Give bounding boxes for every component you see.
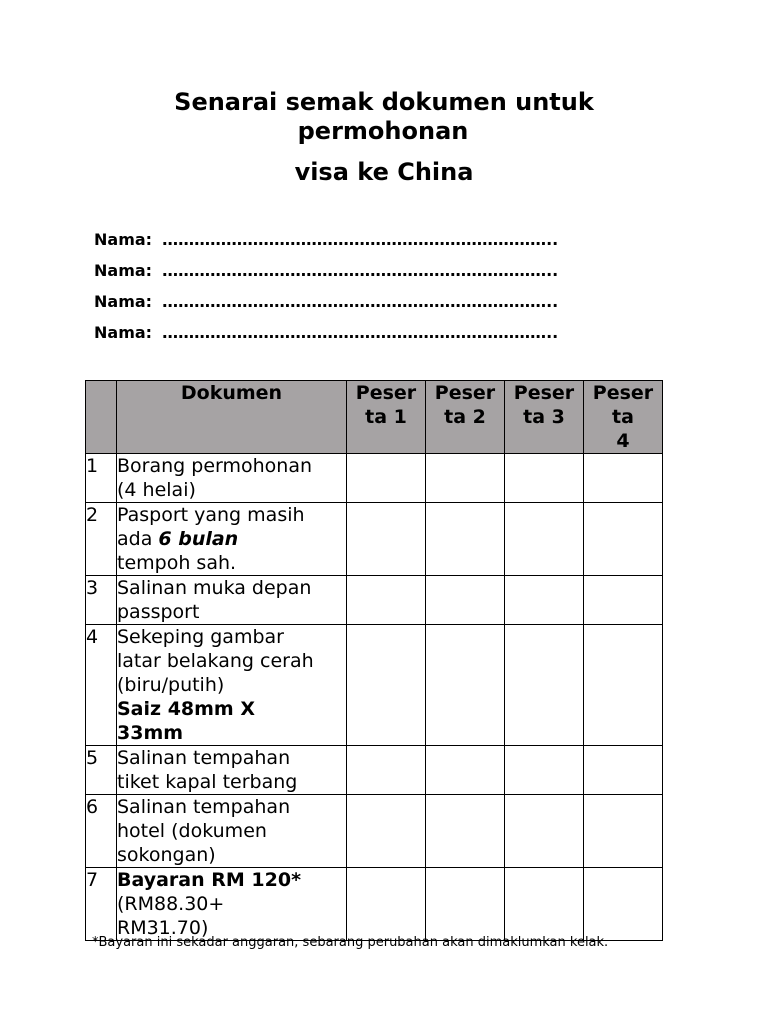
check-cell[interactable] [584,576,663,625]
checklist-table [85,380,663,941]
check-cell[interactable] [347,625,426,746]
check-cell[interactable] [584,454,663,503]
check-cell[interactable] [584,503,663,576]
footnote: *Bayaran ini sekadar anggaran, sebarang perubahan akan dimaklumkan kelak. [92,935,609,950]
check-cell[interactable] [584,868,663,941]
row-document: Sekeping gambar latar belakang cerah (biru/putih) Saiz 48mm X 33mm [117,625,347,746]
check-cell[interactable] [347,795,426,868]
name-field-1[interactable] [94,230,558,250]
table-row [86,746,663,795]
document-title-line3: visa ke China [294,158,474,186]
table-header-row [86,381,663,454]
name-dotted-line: ……………………………………………………………….. [162,292,559,311]
row-number: 6 [86,795,117,868]
header-peserta-1: Peser ta 1 [347,381,426,454]
check-cell[interactable] [505,746,584,795]
check-cell[interactable] [426,503,505,576]
check-cell[interactable] [584,746,663,795]
row-document: Borang permohonan (4 helai) [117,454,347,503]
check-cell[interactable] [426,576,505,625]
header-peserta-4: Peser ta 4 [584,381,663,454]
name-label: Nama: [94,230,153,249]
name-field-3[interactable] [94,292,558,312]
check-cell[interactable] [347,868,426,941]
name-dotted-line: ……………………………………………………………….. [162,323,559,342]
check-cell[interactable] [505,576,584,625]
row-document: Bayaran RM 120* (RM88.30+ RM31.70) [117,868,347,941]
table-row [86,454,663,503]
check-cell[interactable] [505,625,584,746]
table-row [86,503,663,576]
name-field-4[interactable] [94,323,558,343]
check-cell[interactable] [426,795,505,868]
table-row [86,795,663,868]
header-peserta-3: Peser ta 3 [505,381,584,454]
row-number: 1 [86,454,117,503]
check-cell[interactable] [426,746,505,795]
row-number: 3 [86,576,117,625]
header-number [86,381,117,454]
check-cell[interactable] [347,746,426,795]
check-cell[interactable] [426,868,505,941]
check-cell[interactable] [505,503,584,576]
check-cell[interactable] [505,868,584,941]
name-field-2[interactable] [94,261,558,281]
table-row [86,576,663,625]
check-cell[interactable] [347,576,426,625]
name-dotted-line: ……………………………………………………………….. [162,230,559,249]
check-cell[interactable] [426,454,505,503]
header-peserta-2: Peser ta 2 [426,381,505,454]
check-cell[interactable] [505,454,584,503]
check-cell[interactable] [505,795,584,868]
check-cell[interactable] [426,625,505,746]
row-number: 2 [86,503,117,576]
table-row [86,868,663,941]
check-cell[interactable] [347,503,426,576]
row-number: 5 [86,746,117,795]
row-document: Salinan muka depan passport [117,576,347,625]
check-cell[interactable] [584,625,663,746]
table-row [86,625,663,746]
document-title-line2: permohonan [297,117,469,145]
check-cell[interactable] [584,795,663,868]
row-document: Pasport yang masih ada 6 bulan tempoh sah. [117,503,347,576]
name-label: Nama: [94,261,153,280]
row-number: 4 [86,625,117,746]
name-label: Nama: [94,292,153,311]
header-dokumen: Dokumen [117,381,347,454]
name-dotted-line: ……………………………………………………………….. [162,261,559,280]
row-document: Salinan tempahan hotel (dokumen sokongan) [117,795,347,868]
check-cell[interactable] [347,454,426,503]
row-number: 7 [86,868,117,941]
name-label: Nama: [94,323,153,342]
document-title-line1: Senarai semak dokumen untuk [174,88,594,116]
row-document: Salinan tempahan tiket kapal terbang [117,746,347,795]
